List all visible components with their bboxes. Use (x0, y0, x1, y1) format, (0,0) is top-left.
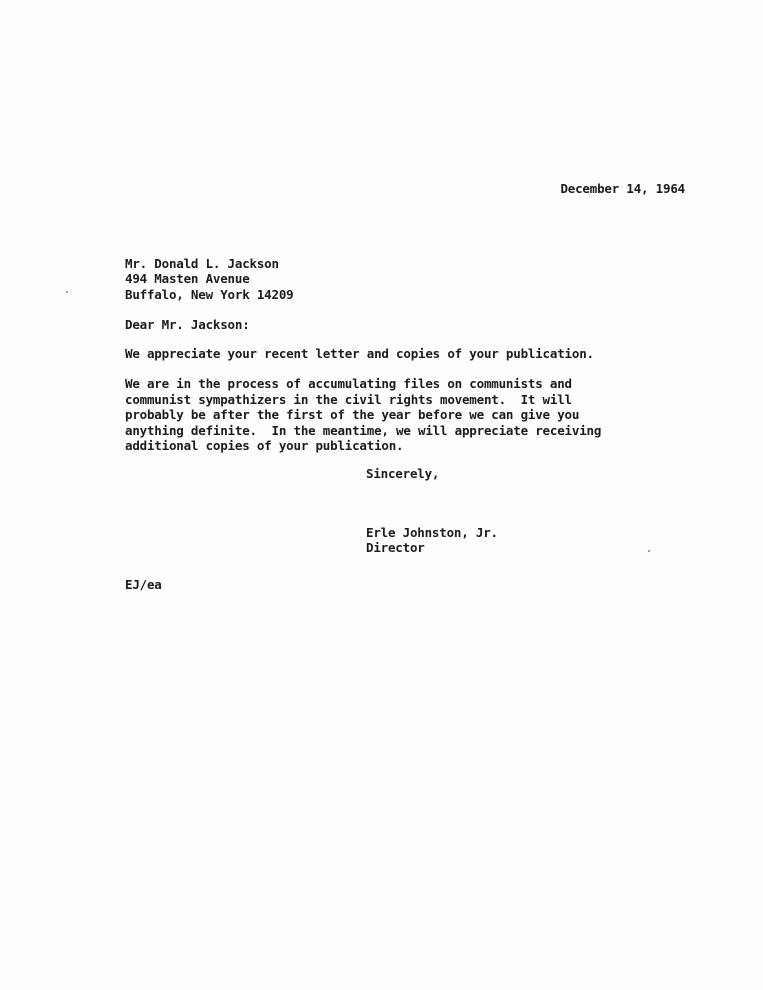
recipient-street: 494 Masten Avenue (125, 271, 250, 286)
recipient-name: Mr. Donald L. Jackson (125, 256, 279, 271)
closing: Sincerely, (366, 466, 440, 481)
salutation: Dear Mr. Jackson: (125, 317, 250, 332)
paragraph-2-line: communist sympathizers in the civil rights movement. It will (125, 391, 572, 407)
signature-name: Erle Johnston, Jr. (366, 525, 498, 540)
paragraph-2-line: We are in the process of accumulating files on communists and (125, 376, 572, 391)
paragraph-2-line: anything definite. In the meantime, we will appreciate receiving (125, 422, 602, 438)
paragraph-2-line: probably be after the first of the year before we can give you (125, 407, 580, 422)
typist-initials: EJ/ea (125, 577, 162, 592)
paragraph-2-line: additional copies of your publication. (125, 438, 404, 453)
paragraph-1: We appreciate your recent letter and copies of your publication. (125, 346, 594, 361)
signature-title: Director (366, 540, 425, 555)
scan-speck (648, 550, 650, 552)
recipient-city: Buffalo, New York 14209 (125, 287, 294, 302)
letter-date: December 14, 1964 (560, 181, 685, 196)
paragraph-2 (125, 376, 645, 454)
scan-speck (66, 291, 68, 293)
